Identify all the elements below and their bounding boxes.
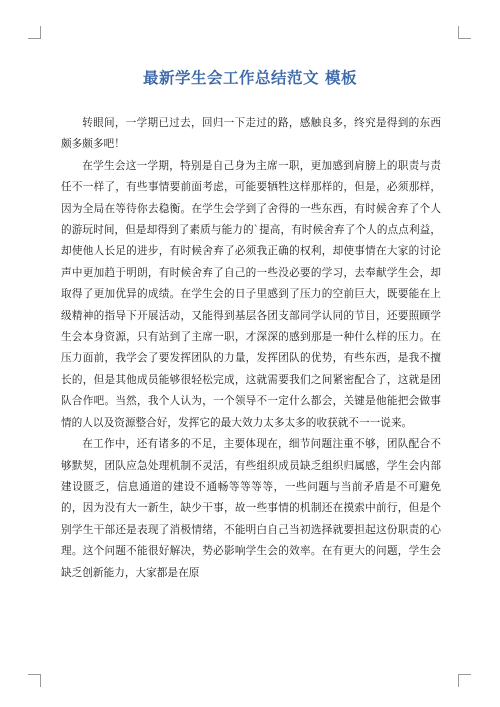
crop-mark-top-right: [458, 26, 471, 39]
crop-mark-top-left: [28, 26, 41, 39]
crop-mark-bottom-left: [28, 674, 41, 687]
paragraph-experience: 在学生会这一学期，特别是自己身为主席一职，更加感到肩膀上的职责与责任不一样了，有些事情要前面考虑，可能要牺牲这样那样的，但是，必须那样，因为全局在等待你去稳衡。在学生会学到了舍得的一些东西，有时候舍弃了个人的游玩时间，但是却得到了素质与能力的`提高，有时候舍弃了个人的点点利益，却使他人长足的进步，有时候舍弃了必须我正确的权利，却使事情在大家的讨论声中更加趋于明朗，有时候舍弃了自己的一些没必要的学习，去奉献学生会，却取得了更加优异的成绩。在学生会的日子里感到了压力的空前巨大，既要能在上级精神的指导下开展活动，又能得到基层各团支部同学认同的节目，还要照顾学生会本身资源，只有站到了主席一职，才深深的感到那是一种什么样的压力。在压力面前，我学会了要发挥团队的力量，发挥团队的优势，有些东西，是我不擅长的，但是其他成员能够很轻松完成，这就需要我们之间紧密配合了，这就是团队合作吧。当然，我个人认为，一个领导不一定什么都会，关键是他能把会做事情的人以及资源整合好，发挥它的最大效力太多太多的收获就不一一说来。: [61, 159, 441, 429]
crop-mark-bottom-right: [458, 674, 471, 687]
document-title: 最新学生会工作总结范文 模板: [143, 69, 357, 87]
paragraph-shortcomings: 在工作中，还有诸多的不足，主要体现在，细节问题注重不够，团队配合不够默契，团队应急处理机制不灵活，有些组织成员缺乏组织归属感，学生会内部建设匮乏，信息通道的建设不通畅等等等等，一些问题与当前矛盾是不可避免的，因为没有大一新生，缺少干事，故一些事情的机制还在摸索中前行，但是个别学生干部还是表现了消极情绪，不能明白自己当初选择就要担起这份职责的心理。这个问题不能很好解决，势必影响学生会的效率。在有更大的问题，学生会缺乏创新能力，大家都是在原: [61, 438, 441, 579]
paragraph-intro: 转眼间，一学期已过去，回归一下走过的路，感触良多，终究是得到的东西颇多颇多吧！: [61, 117, 441, 151]
document-body: [61, 113, 441, 584]
